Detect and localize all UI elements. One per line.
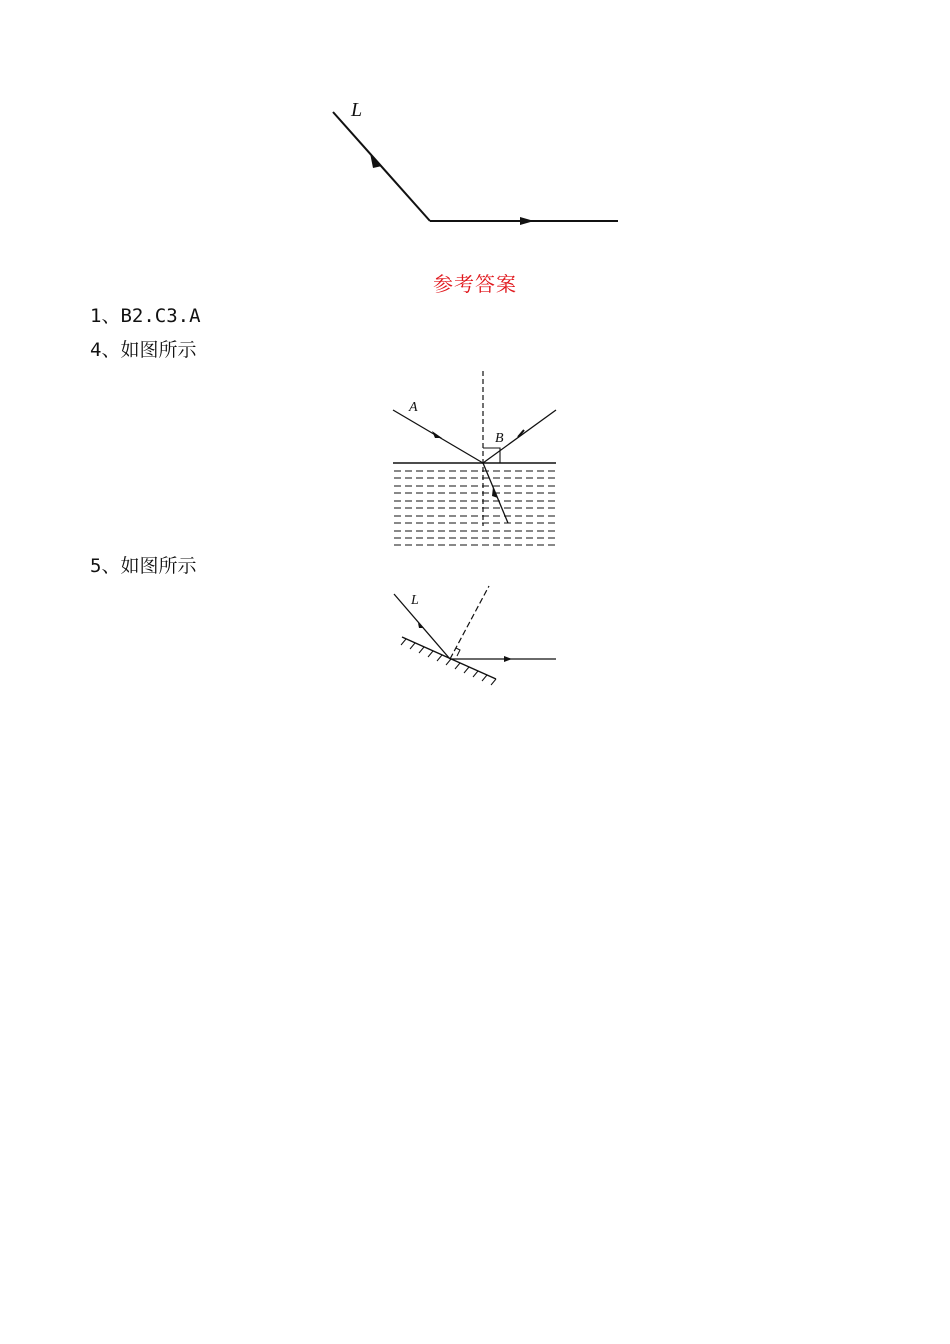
right-angle-mark <box>456 648 460 656</box>
refraction-figure <box>388 368 563 550</box>
reflected-arrowhead <box>504 656 512 662</box>
normal-line <box>450 586 489 659</box>
label-b: B <box>495 431 504 446</box>
label-l: L <box>411 593 419 608</box>
answer-line-2: 4、如图所示 <box>90 339 197 361</box>
answer-line-3: 5、如图所示 <box>90 555 197 577</box>
incident-ray <box>333 112 430 221</box>
label-a: A <box>409 400 418 415</box>
top-reflection-figure <box>320 90 630 235</box>
incident-arrowhead <box>370 153 382 168</box>
answer-line-1: 1、B2.C3.A <box>90 305 201 327</box>
mirror-hatching <box>401 639 496 685</box>
incident-arrowhead <box>432 431 442 438</box>
answer-heading: 参考答案 <box>433 272 517 296</box>
outgoing-arrowhead <box>520 217 534 225</box>
mirror-figure <box>388 584 563 688</box>
water-hatching <box>394 471 556 545</box>
ray-label-l: L <box>351 99 363 121</box>
